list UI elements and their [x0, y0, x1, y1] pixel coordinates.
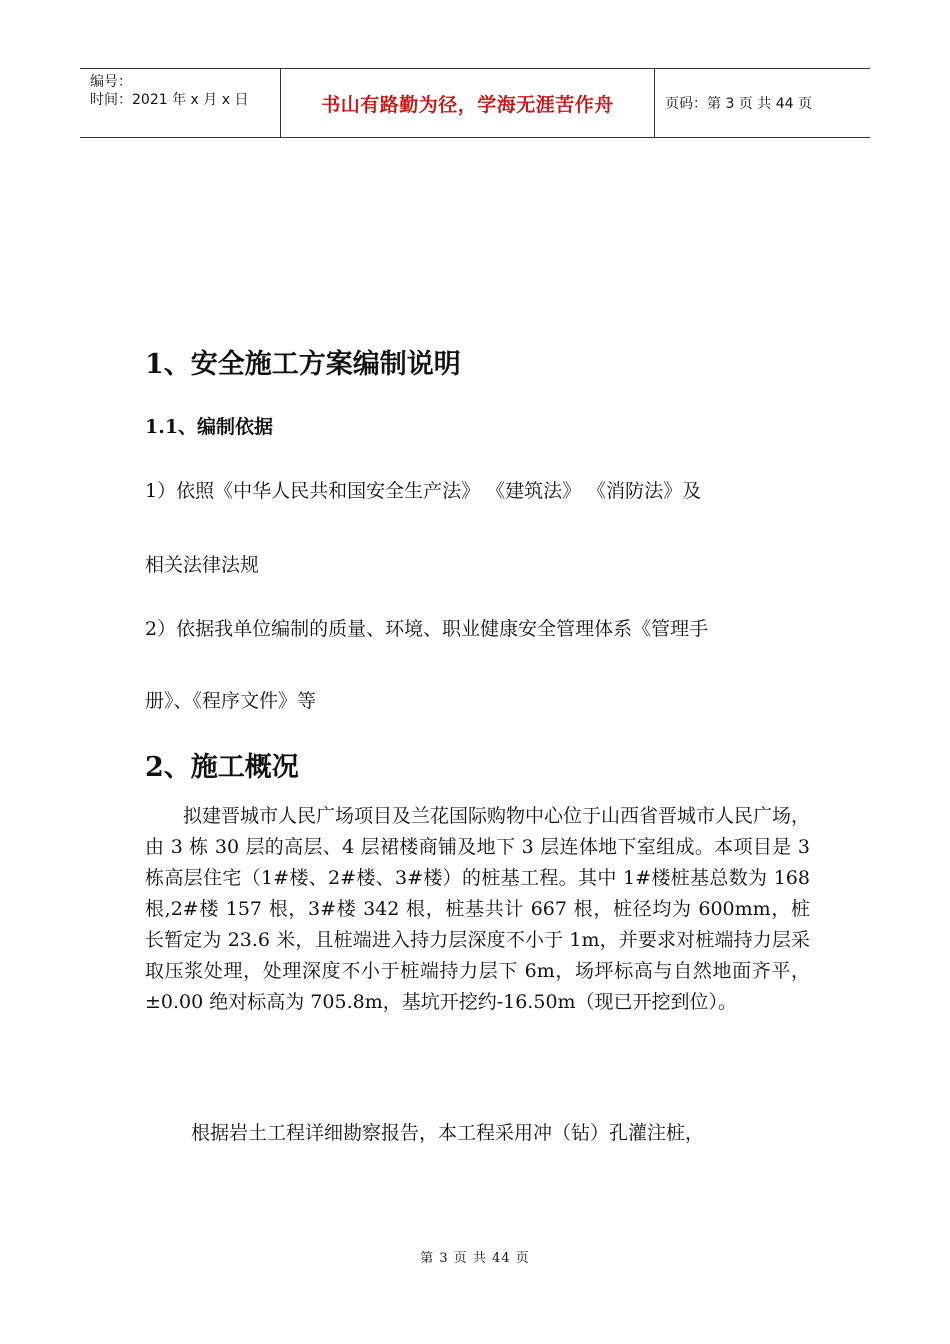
section-heading-2: 2、施工概况 — [145, 752, 299, 783]
header-code-label: 编号： — [90, 74, 132, 90]
subsection-heading-1-1: 1.1、编制依据 — [145, 416, 274, 438]
header-meta — [80, 69, 280, 137]
section-heading-1: 1、安全施工方案编制说明 — [145, 349, 461, 380]
page-header — [80, 68, 870, 138]
basis-item-1-line-1: 1）依照《中华人民共和国安全生产法》 《建筑法》 《消防法》及 — [145, 480, 702, 502]
page-footer: 第 3 页 共 44 页 — [420, 1251, 530, 1266]
basis-item-1-line-2: 相关法律法规 — [145, 554, 260, 576]
overview-paragraph: 拟建晋城市人民广场项目及兰花国际购物中心位于山西省晋城市人民广场，由 3 栋 30 层的高层、4 层裙楼商铺及地下 3 层连体地下室组成。本项目是 3 栋高层住宅（1#楼、2#楼、3#楼）的桩基工程。其中 1#楼桩基总数为 168 根,2#楼 157 根，3#楼 342 根，桩基共计 667 根，桩径均为 600mm，桩长暂定为 23.6 米，且桩端进入持力层深度不小于 1m，并要求对桩端持力层采取压浆处理，处理深度不小于桩端持力层下 6m，场坪标高与自然地面齐平，±0.00 绝对标高为 705.8m，基坑开挖约-16.50m（现已开挖到位）。 — [145, 805, 811, 1013]
header-time-label: 时间：2021 年 x 月 x 日 — [90, 92, 249, 108]
header-motto: 书山有路勤为径，学海无涯苦作舟 — [321, 93, 614, 116]
overview-paragraph-2: 根据岩土工程详细勘察报告，本工程采用冲（钻）孔灌注桩， — [191, 1122, 705, 1144]
basis-item-2-line-2: 册》、《程序文件》等 — [145, 690, 317, 712]
header-divider-right — [654, 69, 655, 137]
basis-item-2-line-1: 2）依据我单位编制的质量、环境、职业健康安全管理体系《管理手 — [145, 618, 709, 640]
header-page-info: 页码：第 3 页 共 44 页 — [665, 96, 812, 112]
